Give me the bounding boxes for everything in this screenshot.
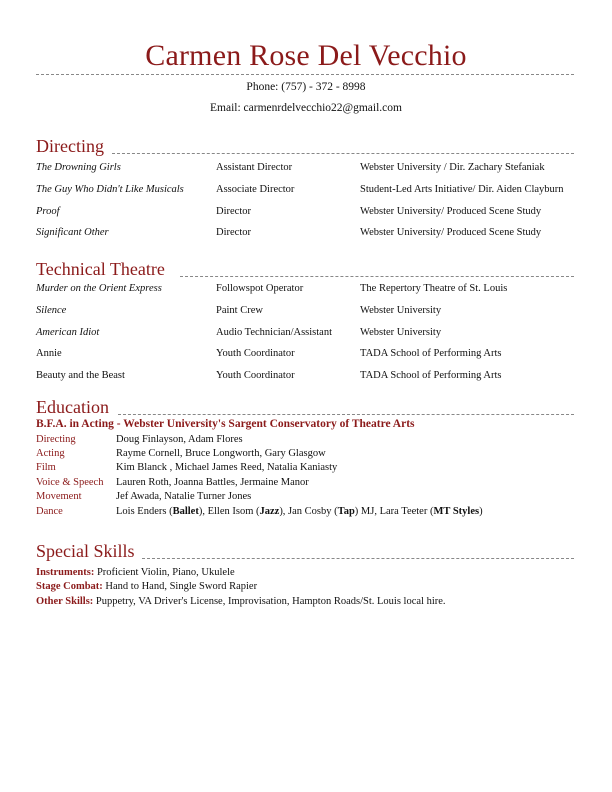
role: Youth Coordinator	[216, 348, 295, 359]
education-row	[36, 490, 606, 504]
skill-label: Instruments:	[36, 567, 95, 578]
instructors: Kim Blanck , Michael James Reed, Natalia Kaniasty	[116, 462, 338, 473]
directing-heading: Directing	[36, 136, 104, 156]
organization: Student-Led Arts Initiative/ Dir. Aiden Clayburn	[360, 184, 564, 195]
instructors: Lauren Roth, Joanna Battles, Jermaine Manor	[116, 477, 309, 488]
special-skills-heading: Special Skills	[36, 541, 135, 561]
directing-divider	[112, 153, 574, 154]
training-category: Directing	[36, 434, 76, 445]
dance-style: Ballet	[172, 506, 199, 517]
role: Assistant Director	[216, 162, 293, 173]
phone-number: Phone: (757) - 372 - 8998	[246, 81, 366, 93]
degree-title: B.F.A. in Acting - Webster University's Sargent Conservatory of Theatre Arts	[36, 418, 415, 430]
dance-text: Lois Enders (	[116, 506, 173, 517]
organization: Webster University/ Produced Scene Study	[360, 206, 542, 217]
organization: TADA School of Performing Arts	[360, 370, 502, 381]
skill-row	[36, 580, 257, 594]
training-category: Movement	[36, 491, 82, 502]
technical-row	[36, 347, 606, 361]
instructors	[116, 505, 483, 519]
directing-row	[36, 205, 606, 219]
dance-style: Tap	[337, 506, 355, 517]
education-row-dance	[36, 505, 606, 519]
show-title: Beauty and the Beast	[36, 370, 125, 381]
skill-value: Hand to Hand, Single Sword Rapier	[102, 581, 258, 592]
technical-row	[36, 282, 606, 296]
organization: Webster University/ Produced Scene Study	[360, 227, 542, 238]
instructors: Jef Awada, Natalie Turner Jones	[116, 491, 252, 502]
directing-row	[36, 226, 606, 240]
education-row	[36, 447, 606, 461]
training-category: Dance	[36, 506, 63, 517]
dance-text: ) MJ, Lara Teeter (	[354, 506, 434, 517]
role: Youth Coordinator	[216, 370, 295, 381]
technical-row	[36, 326, 606, 340]
skill-value: Puppetry, VA Driver's License, Improvisation, Hampton Roads/St. Louis local hire.	[93, 596, 446, 607]
technical-divider	[180, 276, 574, 277]
education-row	[36, 476, 606, 490]
show-title: Significant Other	[36, 227, 109, 238]
show-title: Annie	[36, 348, 62, 359]
technical-row	[36, 304, 606, 318]
show-title: Proof	[36, 206, 60, 217]
dance-style: Jazz	[259, 506, 280, 517]
show-title: Silence	[36, 305, 67, 316]
email-address: Email: carmenrdelvecchio22@gmail.com	[210, 102, 402, 114]
instructors: Doug Finlayson, Adam Flores	[116, 434, 243, 445]
show-title: American Idiot	[36, 327, 100, 338]
organization: Webster University	[360, 327, 442, 338]
instructors: Rayme Cornell, Bruce Longworth, Gary Glasgow	[116, 448, 326, 459]
skill-label: Other Skills:	[36, 596, 94, 607]
organization: The Repertory Theatre of St. Louis	[360, 283, 508, 294]
organization: Webster University	[360, 305, 442, 316]
skill-value: Proficient Violin, Piano, Ukulele	[94, 567, 235, 578]
technical-theatre-heading: Technical Theatre	[36, 259, 165, 279]
role: Director	[216, 206, 251, 217]
training-category: Voice & Speech	[36, 477, 104, 488]
show-title: Murder on the Orient Express	[36, 283, 162, 294]
dance-text: ), Ellen Isom (	[198, 506, 260, 517]
training-category: Acting	[36, 448, 65, 459]
show-title: The Drowning Girls	[36, 162, 121, 173]
dance-text: ), Jan Cosby (	[279, 506, 338, 517]
training-category: Film	[36, 462, 56, 473]
skill-row	[36, 595, 446, 609]
education-row	[36, 433, 606, 447]
education-row	[36, 461, 606, 475]
education-divider	[118, 414, 574, 415]
skills-divider	[142, 558, 574, 559]
dance-text: )	[479, 506, 483, 517]
show-title: The Guy Who Didn't Like Musicals	[36, 184, 184, 195]
role: Associate Director	[216, 184, 295, 195]
role: Paint Crew	[216, 305, 263, 316]
candidate-name: Carmen Rose Del Vecchio	[145, 39, 467, 72]
dance-style: MT Styles	[433, 506, 480, 517]
directing-row	[36, 161, 606, 175]
organization: Webster University / Dir. Zachary Stefaniak	[360, 162, 545, 173]
skill-row	[36, 566, 235, 580]
header-divider	[36, 74, 574, 75]
role: Followspot Operator	[216, 283, 304, 294]
skill-label: Stage Combat:	[36, 581, 103, 592]
role: Director	[216, 227, 251, 238]
directing-row	[36, 183, 606, 197]
technical-row	[36, 369, 606, 383]
organization: TADA School of Performing Arts	[360, 348, 502, 359]
role: Audio Technician/Assistant	[216, 327, 333, 338]
education-heading: Education	[36, 397, 109, 417]
